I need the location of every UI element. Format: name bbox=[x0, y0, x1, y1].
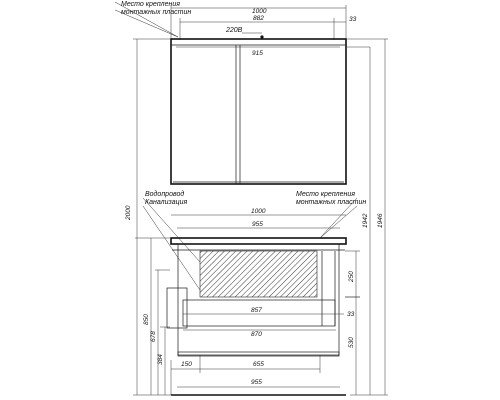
dim-w-857: 857 bbox=[251, 307, 262, 314]
dim-h-850: 850 bbox=[143, 314, 150, 325]
dim-bottom-inner: 955 bbox=[252, 221, 263, 228]
dim-250-group bbox=[345, 251, 360, 297]
dim-h-678: 678 bbox=[150, 331, 157, 342]
dim-top-center: 915 bbox=[252, 50, 263, 57]
dim-h-1942: 1942 bbox=[362, 213, 369, 228]
dim-w-150: 150 bbox=[181, 361, 192, 368]
floor-dims bbox=[171, 355, 346, 395]
vanity-base bbox=[178, 352, 339, 355]
inner-width-dims bbox=[183, 307, 355, 338]
dim-top-inner: 882 bbox=[253, 15, 264, 22]
dim-h-1946: 1946 bbox=[377, 213, 384, 228]
power-label: 220В bbox=[226, 27, 243, 34]
dim-top-width: 1000 bbox=[252, 8, 267, 15]
mount-plates-bottom-line2: монтажных пластин bbox=[296, 199, 367, 206]
dim-h-384: 384 bbox=[157, 354, 164, 365]
left-lower-dims bbox=[135, 238, 170, 395]
vanity-top-dimensions bbox=[171, 208, 346, 228]
power-outlet-mark bbox=[225, 27, 264, 39]
dim-w-870: 870 bbox=[251, 331, 262, 338]
service-zone bbox=[200, 251, 317, 297]
mount-plates-top-line2: монтажных пластин bbox=[121, 9, 192, 16]
water-label: Водопровод bbox=[145, 191, 185, 198]
dim-w-33: 33 bbox=[347, 311, 355, 318]
dim-h-2000: 2000 bbox=[125, 205, 132, 220]
mount-plates-bottom-line1: Место крепления bbox=[296, 191, 356, 198]
top-dimensions bbox=[171, 5, 357, 57]
dim-w-655: 655 bbox=[253, 361, 264, 368]
mount-plates-top-line1: Место крепления bbox=[121, 1, 181, 8]
sewer-label: Канализация bbox=[145, 199, 188, 206]
hatched-area bbox=[200, 251, 317, 297]
dim-h-250: 250 bbox=[348, 271, 355, 282]
dim-w-955: 955 bbox=[251, 379, 262, 386]
mirror-cabinet bbox=[171, 39, 346, 184]
dim-h-530: 530 bbox=[348, 337, 355, 348]
dim-top-offset: 33 bbox=[349, 16, 357, 23]
dim-bottom-width: 1000 bbox=[251, 208, 266, 215]
mount-plates-bottom-callout bbox=[296, 191, 366, 238]
